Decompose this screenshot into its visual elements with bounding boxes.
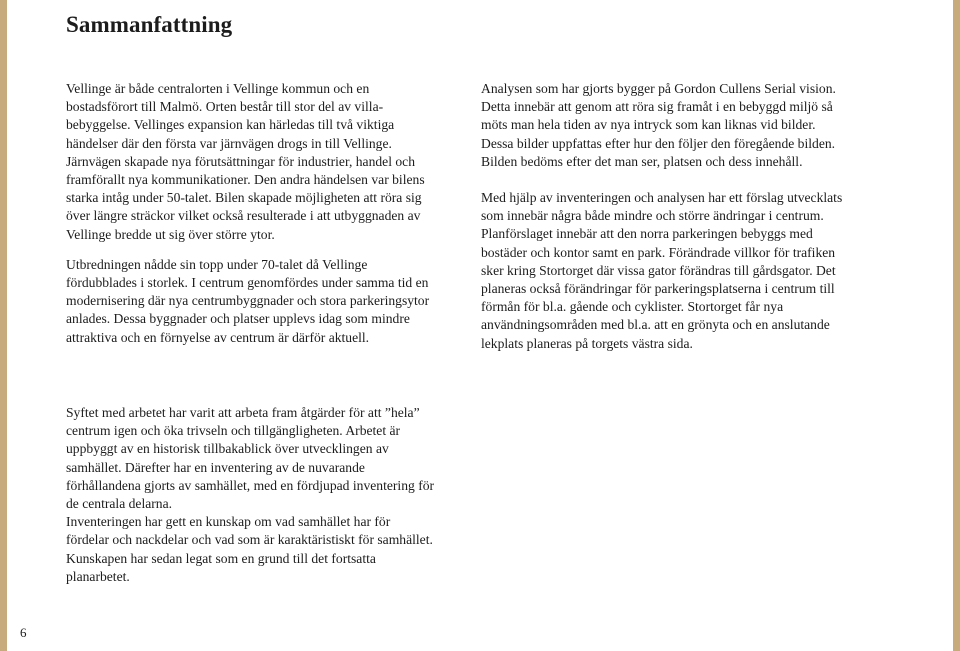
- left-paragraph-4: Inventeringen har gett en kunskap om vad samhället har för fördelar och nackdelar och vad som är karaktäristiskt för samhället. Kunskapen har sedan legat som en grund till det fortsatta planarbetet.: [66, 514, 433, 584]
- page-number: 6: [20, 625, 27, 640]
- page-edge-left: [0, 0, 7, 651]
- left-column-upper: [66, 80, 436, 347]
- left-paragraph-2: Utbredningen nådde sin topp under 70-talet då Vellinge fördubblades i storlek. I centrum genomfördes under samma tid en modernisering där nya centrumbyggnader och stora parkeringsytor anlades. Dessa byggnader och platser upplevs idag som mindre attraktiva och en förnyelse av centrum är därför aktuell.: [66, 256, 430, 345]
- right-paragraph-1: Analysen som har gjorts bygger på Gordon Cullens Serial vision. Detta innebär att genom att röra sig framåt i en bebyggd miljö så möts man hela tiden av nya intryck som kan liknas vid bilder. Dessa bilder uppfattas efter hur den följer den föregående bilden. Bilden bedöms efter det man ser, platsen och dess innehåll.: [481, 81, 836, 169]
- left-column-lower: [66, 404, 436, 586]
- page-edge-right: [953, 0, 960, 651]
- page-title: Sammanfattning: [66, 12, 233, 37]
- right-paragraph-2: Med hjälp av inventeringen och analysen har ett förslag utvecklats som innebär några både mindre och större ändringar i centrum. Planförslaget innebär att den norra parkeringen bebyggs med bostäder och kontor samt en park. Förändrade villkor för trafiken sker kring Stortorget där vissa gator förändras till gårdsgator. Det planeras också förändringar för parkeringsplatserna i centrum till förmån för bl.a. gående och cyklister. Stortorget får nya användningsområden med bl.a. att en grönyta och en anslutande lekplats planeras på torgets västra sida.: [481, 190, 843, 351]
- left-paragraph-3: Syftet med arbetet har varit att arbeta fram åtgärder för att ”hela” centrum igen och öka trivseln och tillgängligheten. Arbetet är uppbyggt av en historisk tillbakablick över utvecklingen av samhället. Därefter har en inventering av de nuvarande förhållandena gjorts av samhället, med en fördjupad inventering för de centrala delarna.: [66, 405, 435, 512]
- right-column: [481, 80, 851, 353]
- left-paragraph-1: Vellinge är både centralorten i Vellinge kommun och en bostadsförort till Malmö. Orten består till stor del av villa-bebyggelse. Vellinges expansion kan härledas till två viktiga händelser där den första var järnvägen drogs in till Vellinge. Järnvägen skapade nya förutsättningar för industrier, handel och framförallt nya kommunikationer. Den andra händelsen var bilens starka intåg under 50-talet. Bilen skapade möjligheten att röra sig över längre sträckor vilket också resulterade i att utbyggnaden av Vellinge bredde ut sig över större ytor.: [66, 81, 425, 242]
